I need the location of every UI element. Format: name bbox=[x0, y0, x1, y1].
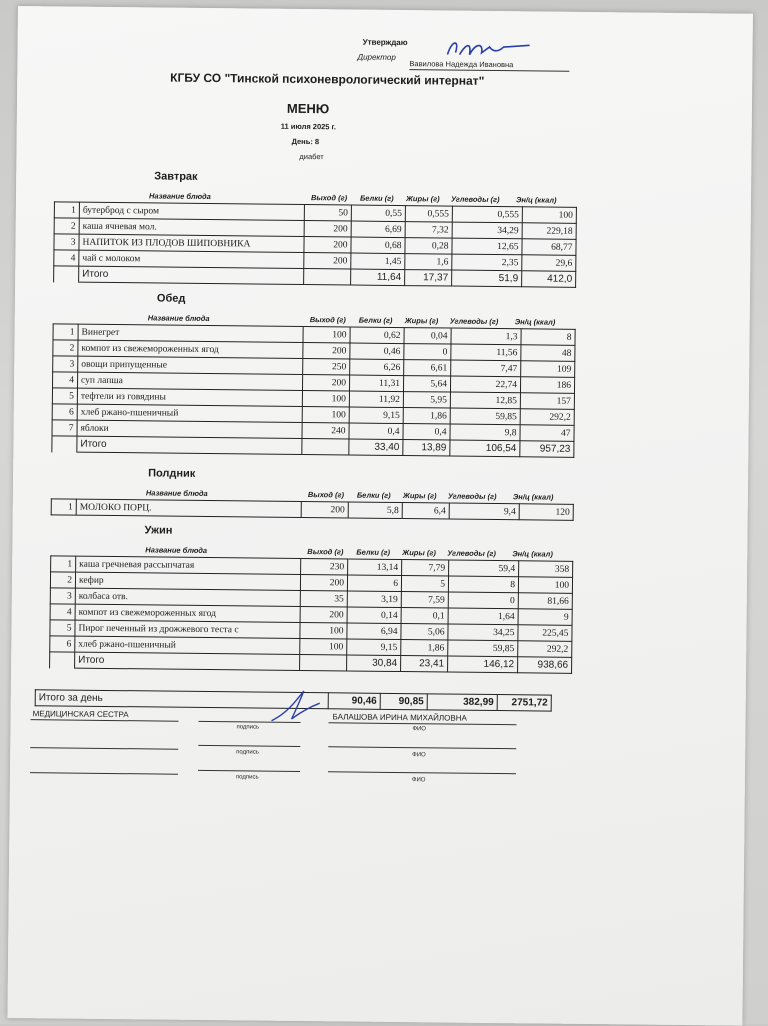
col-energy-header: Эн/ц (ккал) bbox=[514, 317, 556, 327]
protein-value: 6,69 bbox=[351, 221, 405, 238]
energy-value: 100 bbox=[522, 207, 576, 224]
carbs-value: 59,85 bbox=[450, 408, 520, 425]
energy-value: 100 bbox=[518, 577, 572, 594]
total-fat: 17,37 bbox=[405, 270, 452, 286]
blank-cell bbox=[300, 654, 347, 670]
signature-caption: подпись bbox=[236, 749, 259, 756]
dish-name: НАПИТОК ИЗ ПЛОДОВ ШИПОВНИКА bbox=[79, 234, 304, 252]
total-carbs: 51,9 bbox=[452, 270, 522, 287]
col-energy-header: Эн/ц (ккал) bbox=[512, 492, 554, 502]
yield-value: 230 bbox=[301, 558, 348, 574]
dish-name: каша гречневая рассыпчатая bbox=[76, 556, 301, 574]
yield-value: 200 bbox=[304, 253, 351, 269]
energy-value: 9 bbox=[518, 609, 572, 626]
fio-caption: ФИО bbox=[412, 726, 427, 733]
total-carbs: 106,54 bbox=[450, 440, 520, 457]
dish-name: колбаса отв. bbox=[75, 588, 300, 606]
col-fat-header: Жиры (г) bbox=[402, 491, 437, 501]
yield-value: 200 bbox=[302, 375, 349, 391]
yield-value: 200 bbox=[304, 237, 351, 253]
carbs-value: 12,85 bbox=[450, 392, 520, 409]
day-total-energy: 2751,72 bbox=[497, 695, 551, 712]
col-carbs-header: Углеводы (г) bbox=[447, 491, 497, 502]
fat-value: 6,4 bbox=[402, 503, 449, 519]
total-energy: 938,66 bbox=[518, 657, 572, 674]
name-line bbox=[328, 771, 516, 774]
protein-value: 6,26 bbox=[350, 359, 404, 376]
signature-line bbox=[198, 745, 300, 747]
nurse-role: МЕДИЦИНСКАЯ СЕСТРА bbox=[32, 709, 129, 720]
fat-value: 0 bbox=[404, 344, 451, 360]
col-fat-header: Жиры (г) bbox=[404, 316, 439, 326]
total-fat: 13,89 bbox=[403, 440, 450, 456]
energy-value: 109 bbox=[521, 361, 575, 378]
dish-name: МОЛОКО ПОРЦ. bbox=[76, 499, 301, 517]
yield-value: 100 bbox=[300, 622, 347, 638]
col-yield-header: Выход (г) bbox=[307, 547, 344, 557]
name-line bbox=[329, 722, 517, 725]
dish-name: тефтели из говядины bbox=[77, 388, 302, 406]
director-label: Директор bbox=[357, 52, 396, 62]
energy-value: 120 bbox=[519, 504, 573, 521]
col-yield-header: Выход (г) bbox=[310, 193, 348, 203]
row-number: 5 bbox=[52, 388, 77, 404]
col-name-header: Название блюда bbox=[145, 545, 208, 556]
protein-value: 9,15 bbox=[347, 639, 401, 656]
yield-value: 100 bbox=[302, 391, 349, 407]
fat-value: 0,28 bbox=[405, 238, 452, 254]
section-snack-title: Полдник bbox=[148, 467, 196, 480]
carbs-value: 34,29 bbox=[452, 222, 522, 239]
fio-caption: ФИО bbox=[412, 752, 426, 759]
fat-value: 0,1 bbox=[401, 608, 448, 624]
yield-value: 200 bbox=[300, 574, 347, 590]
col-carbs-header: Углеводы (г) bbox=[450, 194, 500, 205]
dish-name: суп лапша bbox=[78, 372, 303, 390]
total-protein: 30,84 bbox=[347, 655, 401, 672]
dish-name: компот из свежемороженных ягод bbox=[78, 340, 303, 358]
row-number: 3 bbox=[50, 588, 75, 604]
protein-value: 0,62 bbox=[350, 327, 404, 344]
col-protein-header: Белки (г) bbox=[359, 193, 394, 203]
carbs-value: 8 bbox=[448, 576, 518, 593]
fat-value: 5,95 bbox=[403, 392, 450, 408]
yield-value: 240 bbox=[302, 422, 349, 438]
carbs-value: 0 bbox=[448, 592, 518, 609]
signature-line bbox=[199, 721, 301, 723]
carbs-value: 1,3 bbox=[451, 328, 521, 345]
fat-value: 0,555 bbox=[405, 206, 452, 222]
carbs-value: 7,47 bbox=[451, 360, 521, 377]
energy-value: 358 bbox=[519, 561, 573, 578]
role-line bbox=[31, 719, 179, 722]
yield-value: 100 bbox=[300, 638, 347, 654]
protein-value: 0,55 bbox=[351, 205, 405, 222]
page-title: МЕНЮ bbox=[286, 100, 330, 117]
fio-caption: ФИО bbox=[411, 777, 426, 784]
total-label: Итого bbox=[75, 652, 300, 670]
day-total-fat: 90,85 bbox=[380, 693, 427, 709]
yield-value: 100 bbox=[303, 327, 350, 343]
fat-value: 0,4 bbox=[403, 424, 450, 440]
signature-caption: подпись bbox=[235, 774, 259, 781]
blank-cell bbox=[302, 438, 349, 454]
yield-value: 200 bbox=[300, 606, 347, 622]
protein-value: 1,45 bbox=[351, 253, 405, 270]
protein-value: 0,46 bbox=[350, 343, 404, 360]
fat-value: 7,59 bbox=[401, 592, 448, 608]
dish-name: хлеб ржано-пшеничный bbox=[75, 636, 300, 654]
row-number: 2 bbox=[53, 340, 78, 356]
energy-value: 157 bbox=[520, 393, 574, 410]
row-number: 1 bbox=[53, 324, 78, 340]
carbs-value: 1,64 bbox=[448, 608, 518, 625]
fat-value: 1,86 bbox=[403, 408, 450, 424]
total-label: Итого bbox=[79, 266, 304, 284]
blank-cell bbox=[304, 269, 351, 285]
protein-value: 0,14 bbox=[347, 607, 401, 624]
col-yield-header: Выход (г) bbox=[307, 490, 345, 500]
row-number: 6 bbox=[52, 404, 77, 420]
diet-type: диабет bbox=[299, 151, 324, 162]
total-protein: 11,64 bbox=[351, 269, 405, 286]
day-total-protein: 90,46 bbox=[328, 693, 380, 710]
yield-value: 200 bbox=[303, 343, 350, 359]
total-energy: 412,0 bbox=[522, 271, 576, 288]
protein-value: 11,92 bbox=[349, 391, 403, 408]
energy-value: 225,45 bbox=[518, 625, 572, 642]
row-number: 4 bbox=[50, 604, 75, 620]
director-name: Вавилова Надежда Ивановна bbox=[409, 59, 569, 72]
carbs-value: 9,8 bbox=[450, 424, 520, 441]
energy-value: 47 bbox=[520, 425, 574, 442]
blank-cell bbox=[50, 652, 75, 668]
col-carbs-header: Углеводы (г) bbox=[449, 316, 499, 327]
carbs-value: 59,4 bbox=[449, 560, 519, 577]
row-number: 6 bbox=[50, 636, 75, 652]
fat-value: 5 bbox=[401, 576, 448, 592]
energy-value: 68,77 bbox=[522, 239, 576, 256]
row-number: 1 bbox=[54, 202, 79, 218]
protein-value: 11,31 bbox=[349, 375, 403, 392]
energy-value: 292,2 bbox=[520, 409, 574, 426]
fat-value: 5,64 bbox=[403, 376, 450, 392]
table-row bbox=[51, 499, 573, 520]
col-carbs-header: Углеводы (г) bbox=[447, 548, 496, 559]
col-name-header: Название блюда bbox=[147, 313, 210, 324]
energy-value: 8 bbox=[521, 329, 575, 346]
role-line bbox=[30, 772, 178, 775]
fat-value: 7,79 bbox=[402, 560, 449, 576]
yield-value: 200 bbox=[304, 221, 351, 237]
dish-name: овощи припущенные bbox=[78, 356, 303, 374]
dish-name: чай с молоком bbox=[79, 250, 304, 268]
fat-value: 5,06 bbox=[401, 624, 448, 640]
energy-value: 81,66 bbox=[518, 593, 572, 610]
yield-value: 100 bbox=[302, 406, 349, 422]
col-yield-header: Выход (г) bbox=[309, 315, 346, 325]
row-number: 5 bbox=[50, 620, 75, 636]
total-energy: 957,23 bbox=[520, 441, 574, 458]
carbs-value: 22,74 bbox=[450, 376, 520, 393]
dish-name: бутерброд с сыром bbox=[79, 202, 304, 220]
total-protein: 33,40 bbox=[349, 439, 403, 456]
protein-value: 5,8 bbox=[348, 502, 402, 519]
fat-value: 1,6 bbox=[405, 254, 452, 270]
dish-name: компот из свежемороженных ягод bbox=[75, 604, 300, 622]
row-number: 1 bbox=[51, 556, 76, 572]
col-name-header: Название блюда bbox=[145, 488, 208, 499]
yield-value: 200 bbox=[301, 501, 348, 517]
protein-value: 9,15 bbox=[349, 407, 403, 424]
fat-value: 7,32 bbox=[405, 222, 452, 238]
dish-name: Винегрет bbox=[78, 324, 303, 342]
carbs-value: 9,4 bbox=[449, 503, 519, 520]
energy-value: 186 bbox=[520, 377, 574, 394]
dish-name: кефир bbox=[75, 572, 300, 590]
col-fat-header: Жиры (г) bbox=[405, 194, 440, 204]
protein-value: 6,94 bbox=[347, 623, 401, 640]
dish-name: Пирог печенный из дрожжевого теста с bbox=[75, 620, 300, 638]
lunch-table bbox=[51, 323, 575, 457]
signature-line bbox=[198, 770, 300, 772]
energy-value: 229,18 bbox=[522, 223, 576, 240]
section-breakfast-title: Завтрак bbox=[154, 170, 198, 183]
yield-value: 50 bbox=[304, 205, 351, 221]
protein-value: 6 bbox=[347, 575, 401, 592]
menu-date: 11 июля 2025 г. bbox=[280, 121, 337, 132]
day-total-label: Итого за день bbox=[35, 690, 328, 709]
name-line bbox=[328, 746, 516, 749]
section-lunch-title: Обед bbox=[156, 292, 186, 305]
col-energy-header: Эн/ц (ккал) bbox=[512, 549, 553, 559]
row-number: 4 bbox=[53, 372, 78, 388]
protein-value: 0,68 bbox=[351, 237, 405, 254]
row-number: 2 bbox=[50, 572, 75, 588]
protein-value: 3,19 bbox=[347, 591, 401, 608]
approve-label: Утверждаю bbox=[362, 37, 408, 48]
protein-value: 0,4 bbox=[349, 423, 403, 440]
energy-value: 292,2 bbox=[518, 641, 572, 658]
total-label: Итого bbox=[77, 436, 302, 454]
fat-value: 0,04 bbox=[404, 328, 451, 344]
section-dinner-title: Ужин bbox=[144, 524, 173, 537]
col-protein-header: Белки (г) bbox=[356, 490, 391, 500]
carbs-value: 2,35 bbox=[452, 254, 522, 271]
energy-value: 29,6 bbox=[522, 255, 576, 272]
total-carbs: 146,12 bbox=[448, 656, 518, 673]
protein-value: 13,14 bbox=[348, 559, 402, 576]
day-total-carbs: 382,99 bbox=[427, 694, 497, 711]
menu-day: День: 8 bbox=[291, 136, 320, 147]
fat-value: 1,86 bbox=[401, 640, 448, 656]
yield-value: 250 bbox=[303, 359, 350, 375]
director-signature bbox=[429, 32, 539, 69]
row-number: 3 bbox=[53, 356, 78, 372]
blank-cell bbox=[54, 266, 79, 282]
row-number: 2 bbox=[54, 218, 79, 234]
organization-name: КГБУ СО "Тинской психоневрологический интернат" bbox=[170, 70, 485, 88]
col-energy-header: Эн/ц (ккал) bbox=[515, 195, 557, 205]
dish-name: хлеб ржано-пшеничный bbox=[77, 404, 302, 422]
dinner-table bbox=[49, 555, 573, 673]
carbs-value: 12,65 bbox=[452, 238, 522, 255]
row-number: 4 bbox=[54, 250, 79, 266]
row-number: 1 bbox=[51, 499, 76, 515]
role-line bbox=[30, 747, 178, 750]
menu-document bbox=[7, 6, 753, 1026]
energy-value: 48 bbox=[521, 345, 575, 362]
blank-cell bbox=[52, 436, 77, 452]
carbs-value: 0,555 bbox=[452, 206, 522, 223]
nurse-name: БАЛАШОВА ИРИНА МИХАЙЛОВНА bbox=[332, 712, 467, 723]
breakfast-table bbox=[53, 201, 577, 287]
row-number: 7 bbox=[52, 420, 77, 436]
carbs-value: 11,56 bbox=[451, 344, 521, 361]
row-number: 3 bbox=[54, 234, 79, 250]
col-fat-header: Жиры (г) bbox=[402, 548, 436, 558]
total-fat: 23,41 bbox=[401, 656, 448, 672]
col-protein-header: Белки (г) bbox=[358, 315, 393, 325]
signature-caption: подпись bbox=[236, 724, 260, 731]
col-protein-header: Белки (г) bbox=[356, 547, 391, 557]
fat-value: 6,61 bbox=[404, 360, 451, 376]
col-name-header: Название блюда bbox=[148, 191, 211, 202]
yield-value: 35 bbox=[300, 590, 347, 606]
carbs-value: 59,85 bbox=[448, 640, 518, 657]
carbs-value: 34,25 bbox=[448, 624, 518, 641]
dish-name: яблоки bbox=[77, 420, 302, 438]
dish-name: каша ячневая мол. bbox=[79, 218, 304, 236]
